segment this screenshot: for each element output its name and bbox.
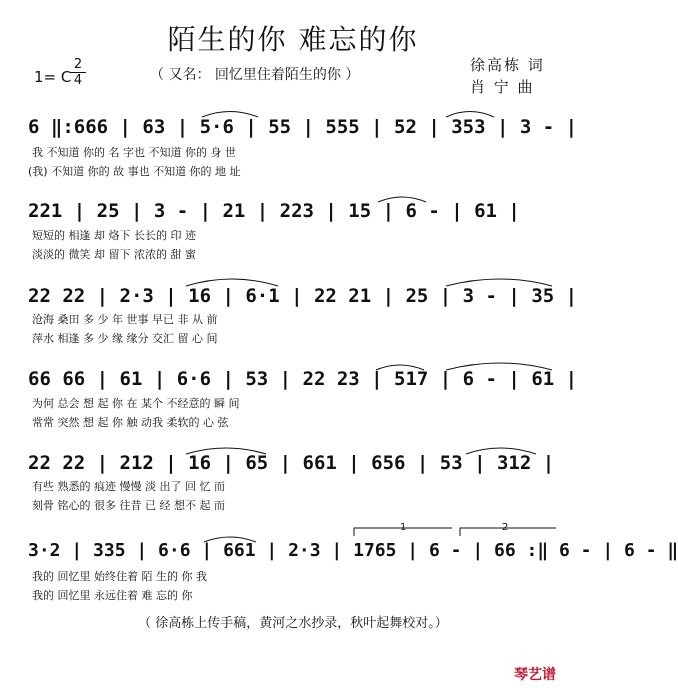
lyric-line-4b: 常常 突然 想 起 你 触 动我 柔软的 心 弦 (32, 416, 229, 429)
volta-bracket-1 (354, 528, 452, 536)
slur-6 (446, 363, 552, 370)
lyric-line-6a: 我的 回忆里 始终住着 陌 生的 你 我 (32, 570, 207, 583)
composer-credit: 肖 宁 曲 (470, 78, 535, 96)
transcription-note: （ 徐高栋上传手稿，黄河之水抄录，秋叶起舞校对。） (138, 616, 448, 631)
lyric-line-4a: 为何 总会 想 起 你 在 某个 不经意的 瞬 间 (32, 397, 240, 410)
lyric-line-2a: 短短的 相逢 却 烙下 长长的 印 迹 (32, 229, 196, 242)
lyric-line-2b: 淡淡的 微笑 却 留下 浓浓的 甜 蜜 (32, 248, 196, 261)
volta-1-label: 1 (400, 522, 407, 533)
slur-9 (466, 448, 536, 454)
lyric-line-5b: 刻骨 铭心的 很多 往昔 已 经 想不 起 而 (32, 499, 225, 512)
slur-3 (378, 197, 426, 202)
lyric-line-3b: 萍水 相逢 多 少 缘 缘分 交汇 留 心 间 (32, 332, 218, 345)
slur-2 (446, 112, 494, 118)
music-line-5: 22 22 | 212 | 16 | 65 | 661 | 656 | 53 | 312 | (28, 452, 555, 474)
slur-10 (204, 537, 256, 542)
slur-4 (186, 279, 278, 286)
volta-bracket-2 (460, 528, 556, 536)
lyric-line-5a: 有些 熟悉的 痕迹 慢慢 淡 出了 回 忆 而 (32, 480, 225, 493)
slur-7 (376, 365, 424, 370)
slur-1 (202, 112, 258, 118)
lyric-line-3a: 沧海 桑田 多 少 年 世事 早已 非 从 前 (32, 313, 218, 326)
lyric-line-1b: (我) 不知道 你的 故 事也 不知道 你的 地 址 (28, 165, 241, 178)
lyric-line-6b: 我的 回忆里 永远住着 难 忘的 你 (32, 589, 193, 602)
time-signature-top: 2 (73, 57, 83, 72)
time-signature-bottom: 4 (73, 73, 83, 88)
key-signature: 1= C (34, 68, 72, 86)
slur-5 (446, 279, 552, 286)
music-line-6: 3·2 | 335 | 6·6 | 661 | 2·3 | 1765 | 6 - | 66 :‖ 6 - | 6 - ‖ (28, 540, 678, 561)
music-line-4: 66 66 | 61 | 6·6 | 53 | 22 23 | 517 | 6 - | 61 | (28, 368, 578, 390)
lyric-line-1a: 我 不知道 你的 名 字也 不知道 你的 身 世 (32, 146, 236, 159)
song-subtitle: （ 又名： 回忆里住着陌生的你 ） (150, 67, 360, 83)
site-logo: 琴艺谱 (514, 667, 556, 683)
music-line-3: 22 22 | 2·3 | 16 | 6·1 | 22 21 | 25 | 3 - | 35 | (28, 285, 578, 307)
song-title: 陌生的你 难忘的你 (167, 23, 419, 56)
music-line-2: 221 | 25 | 3 - | 21 | 223 | 15 | 6 - | 61 | (28, 200, 520, 222)
slur-8 (186, 448, 266, 454)
volta-2-label: 2 (502, 522, 509, 533)
music-line-1: 6 ‖:666 | 63 | 5·6 | 55 | 555 | 52 | 353 | 3 - | (28, 116, 578, 138)
lyricist-credit: 徐高栋 词 (470, 56, 545, 74)
